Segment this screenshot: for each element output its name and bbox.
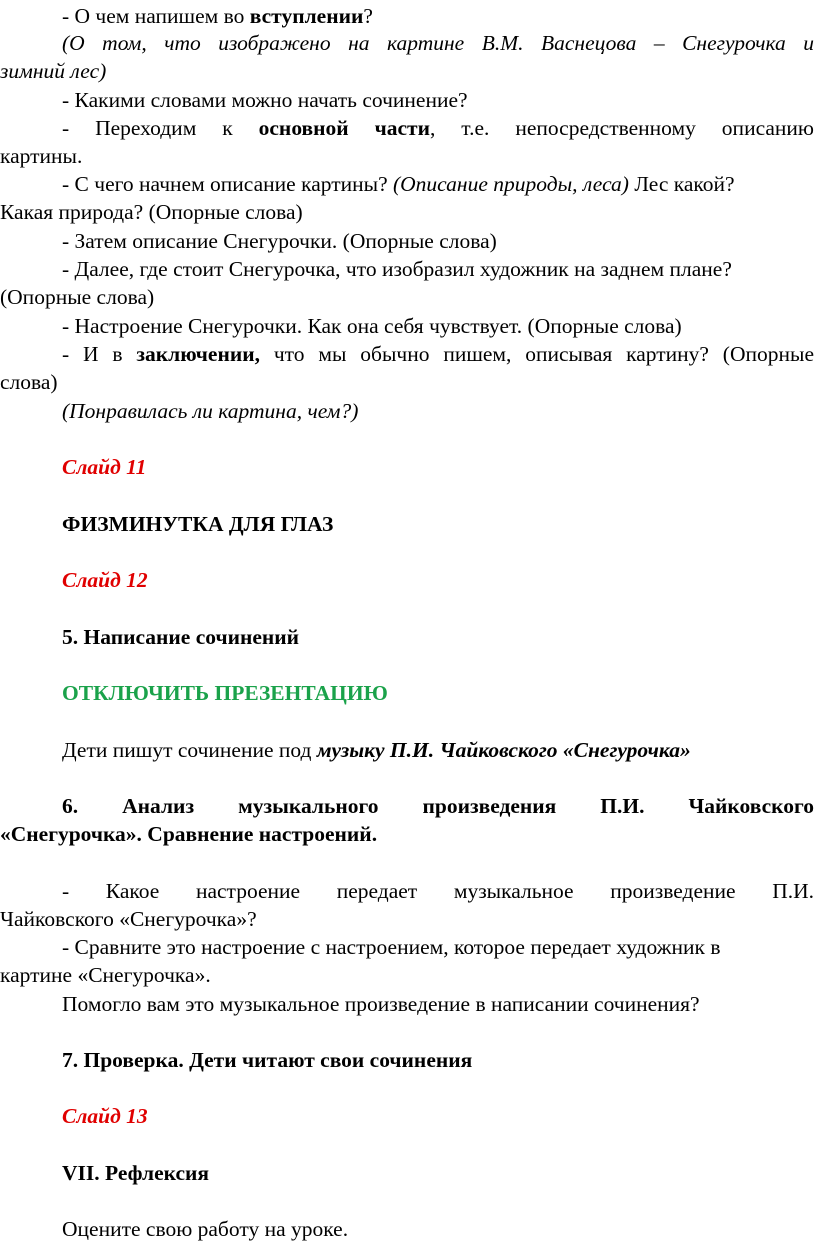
music-mood-question-line2: Чайковского «Снегурочка»? bbox=[0, 907, 257, 931]
question-intro bbox=[0, 3, 816, 30]
bold-term-main-part: основной части bbox=[258, 116, 430, 140]
text-run: - О чем напишем во bbox=[62, 4, 250, 28]
text-run: - Переходим к bbox=[62, 116, 259, 140]
slide-11-label: Слайд 11 bbox=[62, 455, 147, 479]
music-line bbox=[0, 737, 816, 764]
italic-answer: (Описание природы, леса) bbox=[392, 172, 629, 196]
conclusion-question-line1 bbox=[0, 341, 816, 368]
background-question-line1: - Далее, где стоит Снегурочка, что изобразил художник на заднем плане? bbox=[62, 257, 732, 281]
text-run: - И в bbox=[62, 342, 137, 366]
helpfulness-question: Помогло вам это музыкальное произведение в написании сочинения? bbox=[62, 992, 700, 1016]
text-run: - С чего начнем описание картины? bbox=[62, 172, 393, 196]
heading-writing: 5. Написание сочинений bbox=[62, 625, 300, 649]
slide-12-label: Слайд 12 bbox=[62, 568, 148, 592]
compare-question-line1: - Сравните это настроение с настроением, которое передает художник в bbox=[62, 935, 721, 959]
text-run: , т.е. непосредственному описанию bbox=[429, 116, 814, 140]
compare-question-line2: картине «Снегурочка». bbox=[0, 963, 211, 987]
heading-analysis-line1: 6. Анализ музыкального произведения П.И. Чайковского bbox=[62, 794, 814, 818]
slide-13-label: Слайд 13 bbox=[62, 1104, 148, 1128]
text-run: что мы обычно пишем, описывая картину? (Опорные bbox=[260, 342, 814, 366]
question-start-words: - Какими словами можно начать сочинение? bbox=[62, 88, 468, 112]
answer-intro-line1: (О том, что изображено на картине В.М. Васнецова – Снегурочка и bbox=[62, 31, 814, 55]
background-question-line2: (Опорные слова) bbox=[0, 285, 155, 309]
text-run: Дети пишут сочинение под bbox=[62, 738, 317, 762]
final-instruction: Оцените свою работу на уроке. bbox=[62, 1217, 349, 1241]
heading-analysis-line2: «Снегурочка». Сравнение настроений. bbox=[0, 822, 378, 846]
music-mood-question-line1: - Какое настроение передает музыкальное произведение П.И. bbox=[62, 879, 814, 903]
conclusion-question-line2: слова) bbox=[0, 370, 58, 394]
conclusion-answer: (Понравилась ли картина, чем?) bbox=[62, 399, 359, 423]
answer-intro-line2: зимний лес) bbox=[0, 59, 107, 83]
snegurochka-description: - Затем описание Снегурочки. (Опорные слова) bbox=[62, 229, 497, 253]
heading-reflection: VII. Рефлексия bbox=[62, 1161, 210, 1185]
question-description-line1 bbox=[0, 171, 816, 198]
text-run: Лес какой? bbox=[628, 172, 735, 196]
bold-term-intro: вступлении bbox=[249, 4, 364, 28]
music-title: музыку П.И. Чайковского «Снегурочка» bbox=[316, 738, 691, 762]
question-description-line2: Какая природа? (Опорные слова) bbox=[0, 200, 303, 224]
text-run: ? bbox=[363, 4, 373, 28]
mood-question: - Настроение Снегурочки. Как она себя чувствует. (Опорные слова) bbox=[62, 314, 682, 338]
main-part-line2: картины. bbox=[0, 144, 83, 168]
bold-term-conclusion: заключении, bbox=[136, 342, 261, 366]
heading-check: 7. Проверка. Дети читают свои сочинения bbox=[62, 1048, 473, 1072]
green-instruction: ОТКЛЮЧИТЬ ПРЕЗЕНТАЦИЮ bbox=[62, 681, 388, 705]
main-part-line1 bbox=[0, 115, 816, 142]
heading-eye-exercise: ФИЗМИНУТКА ДЛЯ ГЛАЗ bbox=[62, 512, 334, 536]
